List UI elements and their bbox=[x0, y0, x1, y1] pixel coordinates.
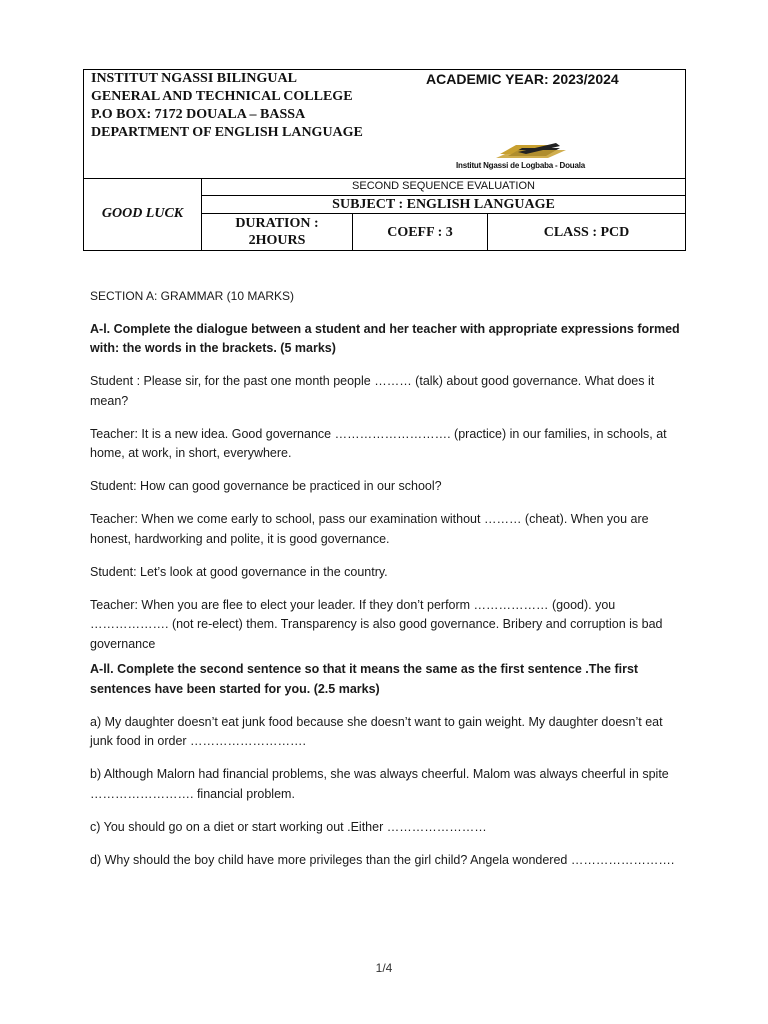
school-name: INSTITUT NGASSI BILINGUAL bbox=[91, 71, 297, 86]
class-cell: CLASS : PCD bbox=[543, 224, 630, 240]
exam-header-table bbox=[83, 69, 686, 251]
a2-item: a) My daughter doesn’t eat junk food because she doesn’t want to gain weight. My daughter doesn’t eat junk food in order ………………………. bbox=[90, 714, 663, 748]
school-logo-icon bbox=[456, 140, 596, 162]
page-number: 1/4 bbox=[375, 961, 393, 975]
dialogue-line: Teacher: When you are flee to elect your leader. If they don’t perform ……………… (good). you ………………. (not re-elect) them. Transparency is also good governance. Bribery and corruption is bad governance bbox=[90, 597, 663, 651]
duration-value: 2HOURS bbox=[248, 233, 306, 248]
department-name: DEPARTMENT OF ENGLISH LANGUAGE bbox=[91, 125, 363, 140]
subject-title: SUBJECT : ENGLISH LANGUAGE bbox=[202, 196, 685, 214]
school-logo bbox=[456, 140, 596, 174]
college-type: GENERAL AND TECHNICAL COLLEGE bbox=[91, 89, 353, 104]
academic-year: ACADEMIC YEAR: 2023/2024 bbox=[426, 71, 619, 87]
dialogue-line: Teacher: When we come early to school, pass our examination without ……… (cheat). When you are honest, hardworking and polite, it is good governance. bbox=[90, 512, 649, 546]
header-top-block bbox=[84, 70, 685, 179]
a2-instruction: A-ll. Complete the second sentence so that it means the same as the first sentence .The first sentences have been started for you. (2.5 marks) bbox=[90, 662, 639, 696]
dialogue-line: Student : Please sir, for the past one month people ……… (talk) about good governance. What does it mean? bbox=[90, 374, 655, 408]
school-address: P.O BOX: 7172 DOUALA – BASSA bbox=[91, 107, 306, 122]
a2-item: b) Although Malorn had financial problems, she was always cheerful. Malom was always cheerful in spite ……………………. financial problem. bbox=[90, 767, 669, 801]
dialogue-line: Teacher: It is a new idea. Good governance ………………………. (practice) in our families, in schools, at home, at work, in short, everywhere. bbox=[90, 426, 667, 460]
duration-label: DURATION : bbox=[235, 216, 319, 231]
header-bottom-block bbox=[84, 178, 685, 250]
dialogue-line: Student: Let’s look at good governance in the country. bbox=[90, 564, 388, 579]
a2-item: c) You should go on a diet or start working out .Either …………………… bbox=[90, 819, 487, 834]
a1-instruction: A-l. Complete the dialogue between a student and her teacher with appropriate expressions formed with: the words in the brackets. (5 marks) bbox=[90, 321, 680, 355]
section-title: SECTION A: GRAMMAR (10 MARKS) bbox=[90, 289, 295, 303]
logo-caption: Institut Ngassi de Logbaba - Douala bbox=[456, 161, 586, 170]
a2-item: d) Why should the boy child have more privileges than the girl child? Angela wondered ……………………. bbox=[90, 852, 675, 867]
duration-cell bbox=[202, 214, 353, 250]
good-luck-cell: GOOD LUCK bbox=[84, 178, 202, 250]
coeff-cell: COEFF : 3 bbox=[353, 214, 488, 250]
exam-content bbox=[90, 287, 685, 884]
evaluation-title: SECOND SEQUENCE EVALUATION bbox=[202, 178, 685, 196]
exam-details-row bbox=[202, 214, 685, 250]
school-info bbox=[91, 70, 363, 142]
dialogue-line: Student: How can good governance be practiced in our school? bbox=[90, 479, 442, 493]
